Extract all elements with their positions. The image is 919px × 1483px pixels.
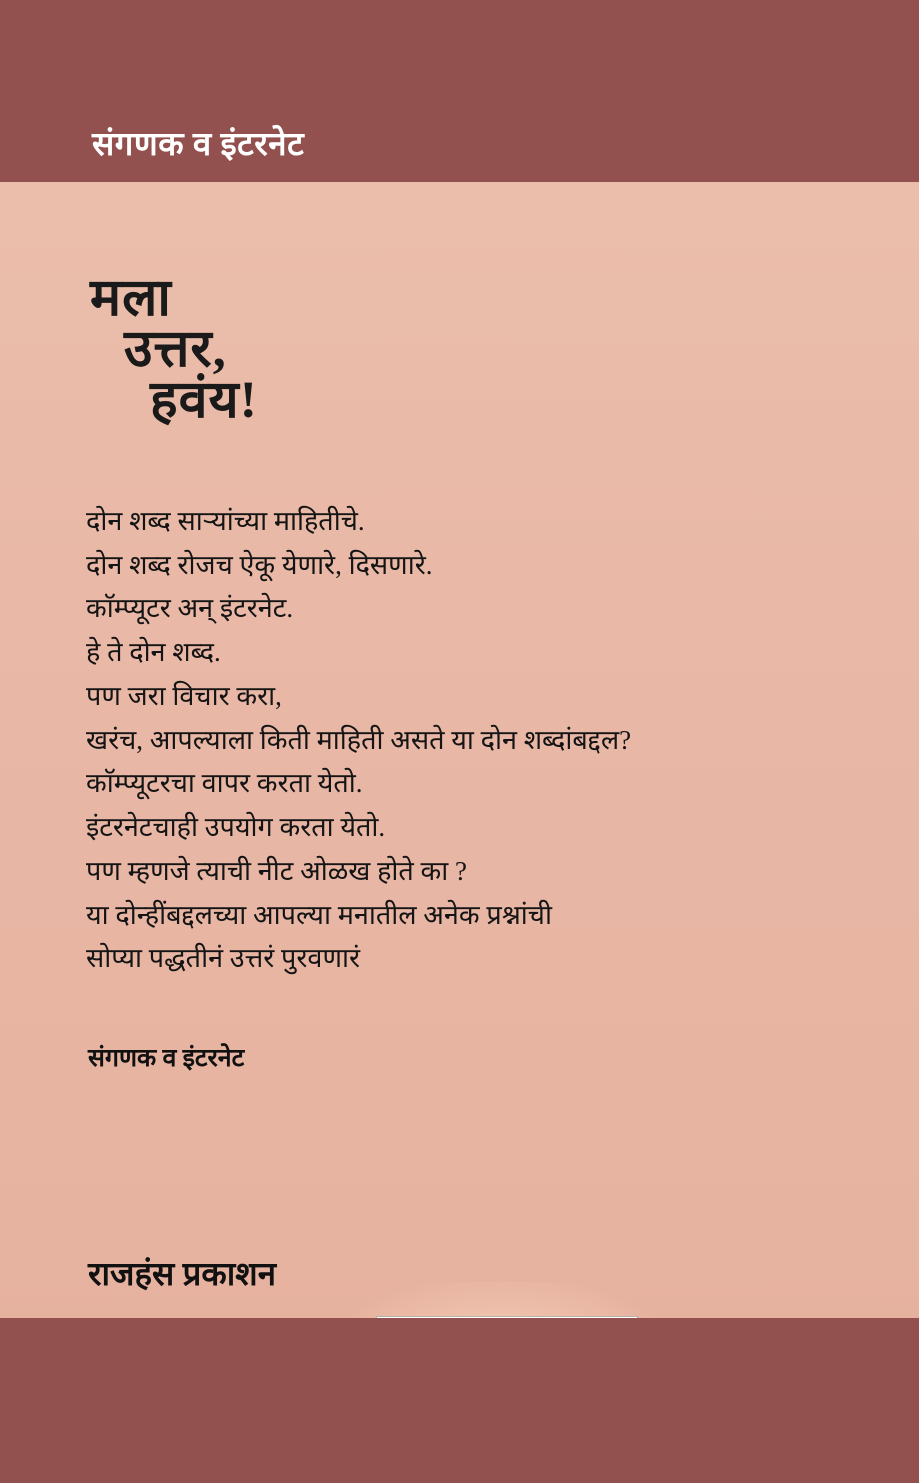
blurb-emphasis: संगणक व इंटरनेट xyxy=(88,1045,245,1072)
top-color-band xyxy=(0,0,919,182)
blurb-line: सोप्या पद्धतीनं उत्तरं पुरवणारं xyxy=(86,943,360,974)
blurb-line: दोन शब्द साऱ्यांच्या माहितीचे. xyxy=(86,506,365,536)
blurb-line: पण जरा विचार करा, xyxy=(86,680,282,711)
blurb-line: हे ते दोन शब्द. xyxy=(86,637,221,668)
blurb-line: पण म्हणजे त्याची नीट ओळख होते का ? xyxy=(86,855,468,886)
bottom-color-band xyxy=(0,1318,919,1483)
blurb-line: दोन शब्द रोजच ऐकू येणारे, दिसणारे. xyxy=(86,549,433,580)
blurb-line: इंटरनेटचाही उपयोग करता येतो. xyxy=(86,812,386,843)
blurb-line: या दोन्हींबद्दलच्या आपल्या मनातील अनेक प्रश्नांची xyxy=(86,899,552,930)
blurb-line: काॅम्प्यूटर अन् इंटरनेट. xyxy=(86,593,294,624)
blurb-line: खरंच, आपल्याला किती माहिती असते या दोन शब्दांबद्दल? xyxy=(86,724,632,755)
book-title-line-2: उत्तर, xyxy=(124,320,227,378)
book-title xyxy=(90,270,259,429)
blurb-text xyxy=(86,500,846,981)
series-title: संगणक व इंटरनेट xyxy=(92,127,305,163)
publisher-name: राजहंस प्रकाशन xyxy=(88,1257,277,1293)
cover-content xyxy=(0,182,919,1318)
book-title-line-1: मला xyxy=(90,270,172,327)
book-title-line-3: हवंय! xyxy=(150,371,259,429)
blurb-line: काॅम्प्यूटरचा वापर करता येतो. xyxy=(86,768,363,799)
